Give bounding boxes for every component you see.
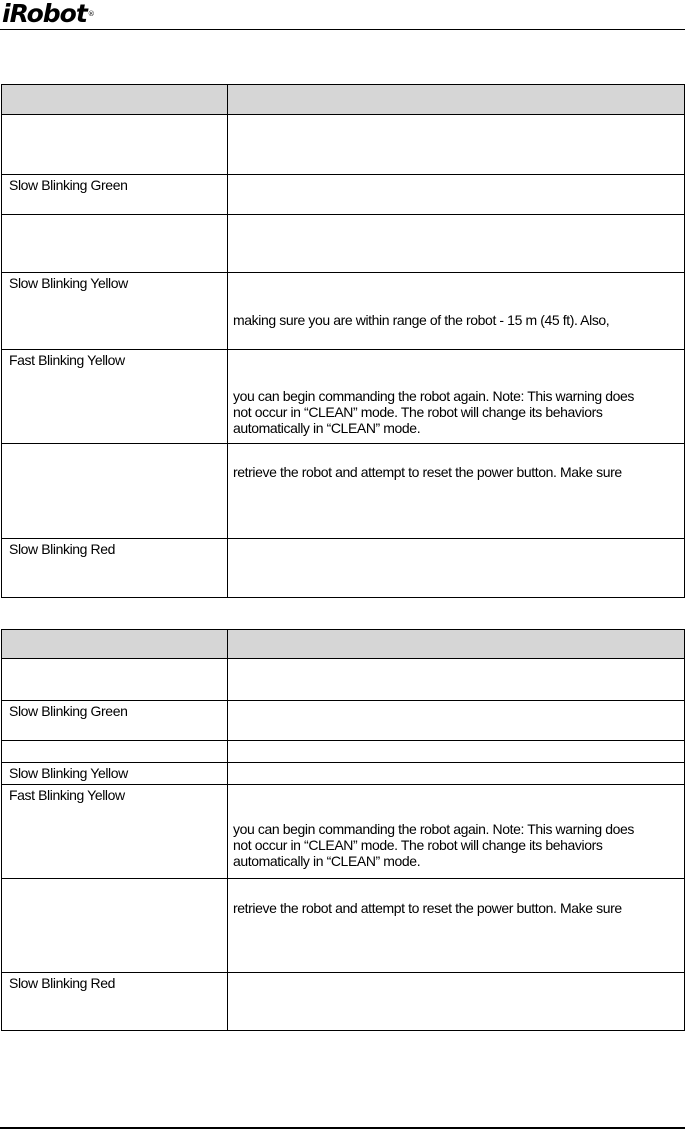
description-cell bbox=[228, 175, 685, 215]
table-header-row bbox=[2, 630, 685, 659]
status-table-2 bbox=[1, 629, 685, 1031]
status-cell: Slow Blinking Red bbox=[2, 539, 228, 598]
status-cell: Fast Blinking Yellow bbox=[2, 350, 228, 444]
status-cell bbox=[2, 115, 228, 175]
description-line: you can begin commanding the robot again. Note: This warning does bbox=[233, 821, 635, 837]
status-cell: Slow Blinking Yellow bbox=[2, 763, 228, 785]
description-cell bbox=[228, 763, 685, 785]
description-line: retrieve the robot and attempt to reset the power button. Make sure bbox=[233, 900, 622, 916]
table-row bbox=[2, 785, 685, 879]
table-row bbox=[2, 539, 685, 598]
description-cell bbox=[228, 973, 685, 1031]
status-cell bbox=[2, 879, 228, 973]
description-cell bbox=[228, 539, 685, 598]
description-cell bbox=[228, 215, 685, 273]
status-cell: Slow Blinking Yellow bbox=[2, 273, 228, 350]
table-row bbox=[2, 973, 685, 1031]
table-row bbox=[2, 659, 685, 701]
description-line: automatically in “CLEAN” mode. bbox=[233, 853, 421, 869]
description-cell bbox=[228, 785, 685, 879]
table-row bbox=[2, 273, 685, 350]
description-line: making sure you are within range of the robot - 15 m (45 ft). Also, bbox=[233, 312, 610, 328]
description-cell bbox=[228, 659, 685, 701]
status-cell: Fast Blinking Yellow bbox=[2, 785, 228, 879]
description-cell bbox=[228, 115, 685, 175]
status-table-1 bbox=[1, 84, 685, 598]
table-row bbox=[2, 879, 685, 973]
registered-mark: ® bbox=[87, 10, 94, 18]
table-header-row bbox=[2, 85, 685, 115]
description-cell bbox=[228, 879, 685, 973]
description-cell bbox=[228, 741, 685, 763]
description-cell bbox=[228, 350, 685, 444]
table-row bbox=[2, 215, 685, 273]
header-rule bbox=[0, 29, 685, 30]
description-line: retrieve the robot and attempt to reset the power button. Make sure bbox=[233, 464, 622, 480]
table-row bbox=[2, 444, 685, 539]
description-cell bbox=[228, 701, 685, 741]
table-row bbox=[2, 115, 685, 175]
status-cell: Slow Blinking Green bbox=[2, 701, 228, 741]
description-cell bbox=[228, 444, 685, 539]
table-row bbox=[2, 741, 685, 763]
description-line: not occur in “CLEAN” mode. The robot will change its behaviors bbox=[233, 837, 603, 853]
status-cell bbox=[2, 659, 228, 701]
table-row bbox=[2, 763, 685, 785]
status-cell bbox=[2, 741, 228, 763]
table-row bbox=[2, 175, 685, 215]
description-cell bbox=[228, 273, 685, 350]
status-cell: Slow Blinking Red bbox=[2, 973, 228, 1031]
table-row bbox=[2, 350, 685, 444]
footer-rule bbox=[0, 1127, 685, 1129]
description-line: not occur in “CLEAN” mode. The robot will change its behaviors bbox=[233, 404, 603, 420]
brand-name: iRobot bbox=[2, 0, 87, 28]
irobot-logo bbox=[2, 1, 94, 27]
status-cell: Slow Blinking Green bbox=[2, 175, 228, 215]
status-cell bbox=[2, 215, 228, 273]
status-cell bbox=[2, 444, 228, 539]
description-line: you can begin commanding the robot again. Note: This warning does bbox=[233, 388, 635, 404]
table-row bbox=[2, 701, 685, 741]
description-line: automatically in “CLEAN” mode. bbox=[233, 420, 421, 436]
